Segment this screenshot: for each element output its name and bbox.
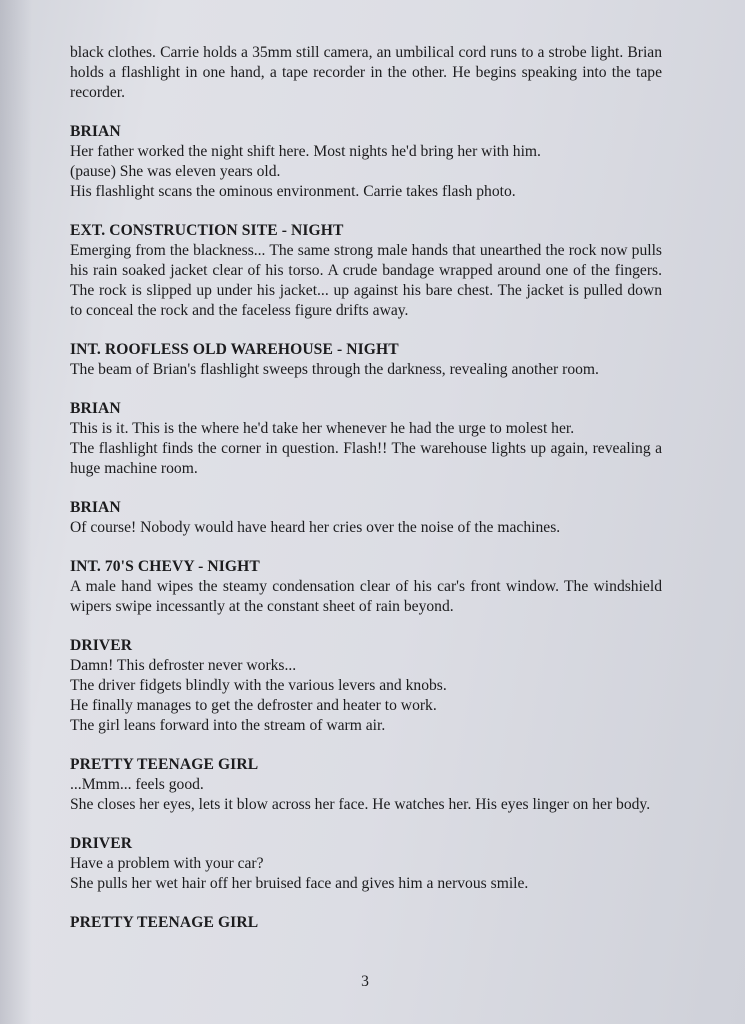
block-line: She pulls her wet hair off her bruised face and gives him a nervous smile. xyxy=(70,875,529,892)
script-block xyxy=(70,834,662,894)
script-block xyxy=(70,557,662,617)
block-line: (pause) She was eleven years old. xyxy=(70,163,281,180)
block-heading: INT. 70'S CHEVY - NIGHT xyxy=(70,558,260,575)
script-block xyxy=(70,340,662,380)
block-line: The girl leans forward into the stream of warm air. xyxy=(70,717,386,734)
script-block xyxy=(70,636,662,736)
script-blocks xyxy=(70,122,662,933)
block-heading: PRETTY TEENAGE GIRL xyxy=(70,756,259,773)
block-heading: DRIVER xyxy=(70,835,133,852)
block-line: Have a problem with your car? xyxy=(70,855,264,872)
block-heading: DRIVER xyxy=(70,637,133,654)
opening-action-text: black clothes. Carrie holds a 35mm still camera, an umbilical cord runs to a strobe light. Brian holds a flashlight in one hand, a tape recorder in the other. He begins speaking into the tape recorder. xyxy=(70,44,662,101)
script-block xyxy=(70,498,662,538)
block-heading: INT. ROOFLESS OLD WAREHOUSE - NIGHT xyxy=(70,341,399,358)
block-line: The beam of Brian's flashlight sweeps through the darkness, revealing another room. xyxy=(70,361,599,378)
block-line: His flashlight scans the ominous environment. Carrie takes flash photo. xyxy=(70,183,516,200)
block-line: Of course! Nobody would have heard her cries over the noise of the machines. xyxy=(70,519,561,536)
block-line: The driver fidgets blindly with the various levers and knobs. xyxy=(70,677,447,694)
script-block xyxy=(70,399,662,479)
script-block xyxy=(70,913,662,933)
script-block xyxy=(70,122,662,202)
block-line: He finally manages to get the defroster and heater to work. xyxy=(70,697,437,714)
block-line: Damn! This defroster never works... xyxy=(70,657,297,674)
block-heading: BRIAN xyxy=(70,400,121,417)
block-line: Her father worked the night shift here. Most nights he'd bring her with him. xyxy=(70,143,541,160)
block-line: The flashlight finds the corner in question. Flash!! The warehouse lights up again, revealing a huge machine room. xyxy=(70,440,662,477)
block-line: ...Mmm... feels good. xyxy=(70,776,204,793)
block-heading: BRIAN xyxy=(70,499,121,516)
block-line: Emerging from the blackness... The same strong male hands that unearthed the rock now pulls his rain soaked jacket clear of his torso. A crude bandage wrapped around one of the fingers. The rock is slipped up under his jacket... up against his bare chest. The jacket is pulled down to conceal the rock and the faceless figure drifts away. xyxy=(70,242,662,319)
script-block xyxy=(70,221,662,321)
block-line: This is it. This is the where he'd take her whenever he had the urge to molest her. xyxy=(70,420,575,437)
page-number: 3 xyxy=(361,973,369,990)
block-heading: PRETTY TEENAGE GIRL xyxy=(70,914,259,931)
opening-action-block xyxy=(70,43,662,103)
block-line: She closes her eyes, lets it blow across her face. He watches her. His eyes linger on her body. xyxy=(70,796,651,813)
block-line: A male hand wipes the steamy condensation clear of his car's front window. The windshield wipers swipe incessantly at the constant sheet of rain beyond. xyxy=(70,578,662,615)
block-heading: EXT. CONSTRUCTION SITE - NIGHT xyxy=(70,222,344,239)
block-heading: BRIAN xyxy=(70,123,121,140)
script-content xyxy=(70,43,662,952)
script-block xyxy=(70,755,662,815)
